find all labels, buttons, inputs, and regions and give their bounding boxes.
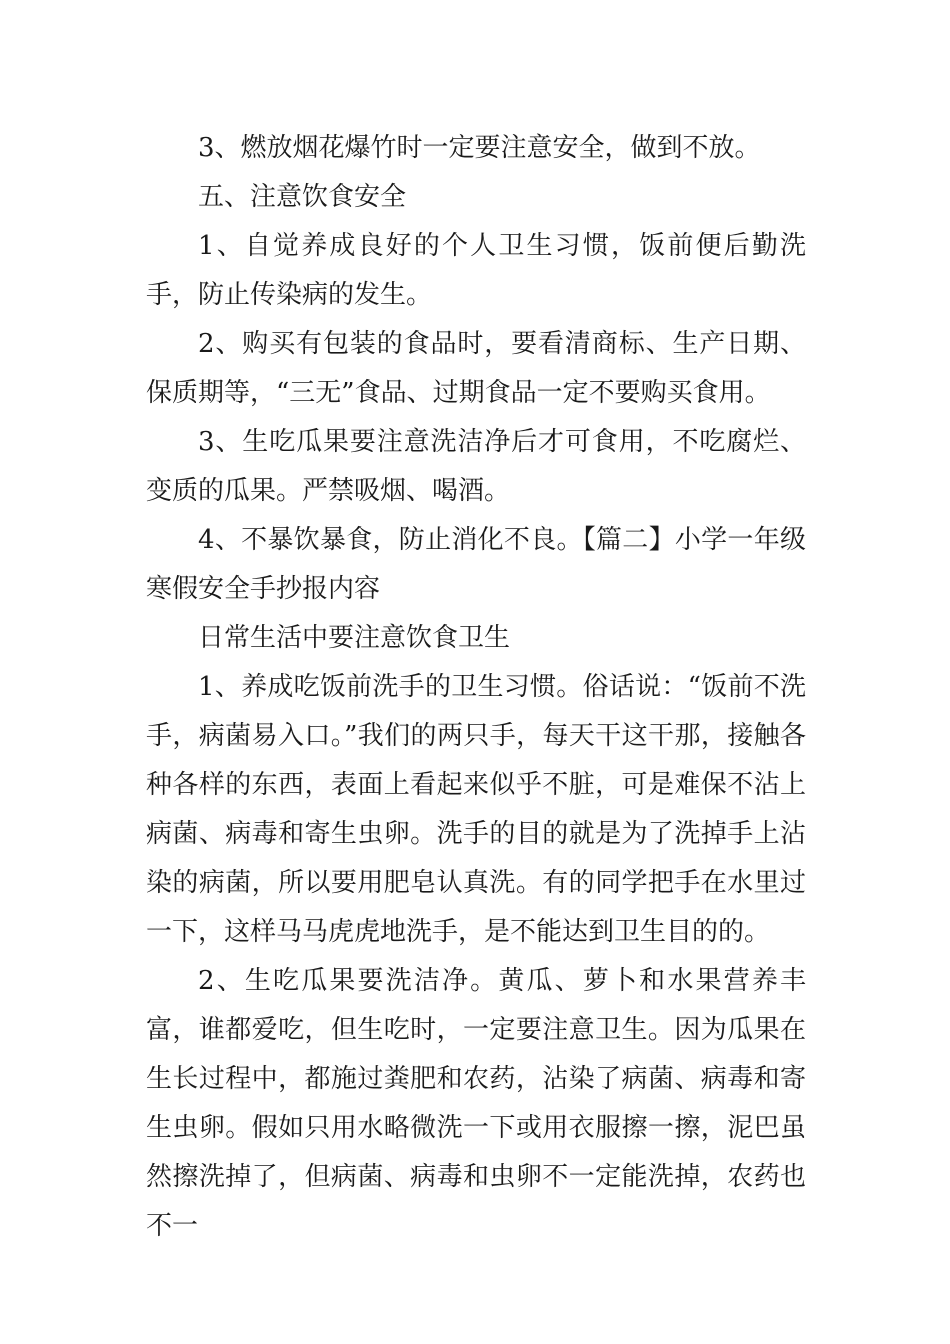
section-heading-food-safety: 五、注意饮食安全 (198, 182, 407, 212)
document-page (146, 124, 806, 1251)
paragraph-hand-washing: 1、养成吃饭前洗手的卫生习惯。俗话说：“饭前不洗手，病菌易入口。”我们的两只手，每天干这干那，接触各种各样的东西，表面上看起来似乎不脏，可是难保不沾上病菌、病毒和寄生虫卵。洗手的目的就是为了洗掉手上沾染的病菌，所以要用肥皂认真洗。有的同学把手在水里过一下，这样马马虎虎地洗手，是不能达到卫生目的的。 (146, 672, 806, 947)
paragraph-packaged-food: 2、购买有包装的食品时，要看清商标、生产日期、保质期等，“三无”食品、过期食品一定不要购买食用。 (146, 329, 806, 408)
paragraph-raw-fruit: 3、生吃瓜果要注意洗洁净后才可食用，不吃腐烂、变质的瓜果。严禁吸烟、喝酒。 (146, 427, 806, 506)
section-heading-daily-hygiene: 日常生活中要注意饮食卫生 (198, 623, 511, 653)
paragraph-overeating: 4、不暴饮暴食，防止消化不良。【篇二】小学一年级寒假安全手抄报内容 (146, 525, 806, 604)
paragraph-wash-fruit: 2、生吃瓜果要洗洁净。黄瓜、萝卜和水果营养丰富，谁都爱吃，但生吃时，一定要注意卫生。因为瓜果在生长过程中，都施过粪肥和农药，沾染了病菌、病毒和寄生虫卵。假如只用水略微洗一下或用衣服擦一擦，泥巴虽然擦洗掉了，但病菌、病毒和虫卵不一定能洗掉，农药也不一 (146, 966, 806, 1241)
paragraph-fireworks-safety: 3、燃放烟花爆竹时一定要注意安全，做到不放。 (198, 133, 761, 163)
paragraph-hygiene-habits: 1、自觉养成良好的个人卫生习惯，饭前便后勤洗手，防止传染病的发生。 (146, 231, 806, 310)
